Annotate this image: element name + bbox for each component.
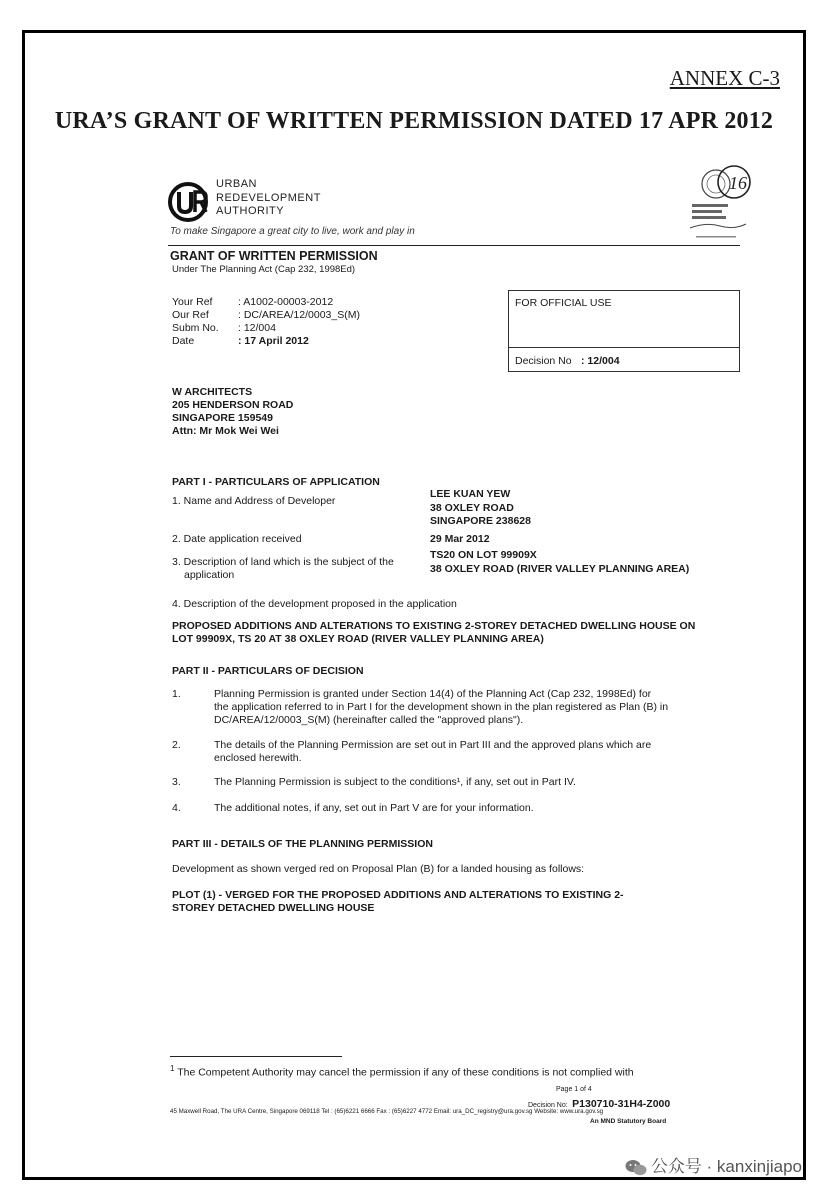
ref-label: Your Ref — [172, 296, 213, 308]
item-line: The Planning Permission is subject to the conditions¹, if any, set out in Part IV. — [214, 776, 576, 788]
decision-item — [214, 776, 576, 788]
ref-label: Our Ref — [172, 309, 209, 321]
footnote — [170, 1064, 634, 1079]
footnote-rule — [170, 1056, 342, 1057]
developer-line: 38 OXLEY ROAD — [430, 501, 514, 514]
addressee-line: 205 HENDERSON ROAD — [172, 399, 294, 411]
item-line: The details of the Planning Permission are set out in Part III and the approved plans which are — [214, 739, 652, 751]
footer-board: An MND Statutory Board — [590, 1118, 667, 1125]
ura-logo-icon — [168, 182, 212, 222]
page-number: Page 1 of 4 — [556, 1086, 592, 1093]
ref-row — [172, 335, 360, 348]
footer-address: 45 Maxwell Road, The URA Centre, Singapore 069118 Tel : (65)6221 6666 Fax : (65)6227 4772 Email: ura_DC_registry@ura.gov.sg Website: www.ura.gov.sg — [170, 1108, 604, 1115]
item-line: DC/AREA/12/0003_S(M) (hereinafter called the "approved plans"). — [214, 714, 524, 726]
document-heading: GRANT OF WRITTEN PERMISSION — [170, 249, 378, 263]
item-number: 1. — [172, 688, 181, 700]
ref-label: Subm No. — [172, 322, 219, 334]
decision-value: : 12/004 — [581, 355, 620, 367]
award-number: 16 — [729, 173, 747, 193]
document-subheading: Under The Planning Act (Cap 232, 1998Ed) — [172, 264, 356, 275]
ref-label: Date — [172, 335, 195, 347]
ref-value: : 17 April 2012 — [238, 335, 309, 347]
item-line: enclosed herewith. — [214, 752, 302, 764]
part1-a2: 29 Mar 2012 — [430, 533, 490, 545]
ura-tagline: To make Singapore a great city to live, work and play in — [170, 226, 415, 237]
official-use-divider — [509, 347, 739, 348]
official-use-box — [508, 290, 740, 372]
part1-heading: PART I - PARTICULARS OF APPLICATION — [172, 476, 380, 488]
land-line: 38 OXLEY ROAD (RIVER VALLEY PLANNING AREA) — [430, 562, 690, 575]
part1-q3: 3. Description of land which is the subject of the — [172, 556, 394, 568]
ref-row — [172, 309, 360, 322]
reference-block — [172, 296, 360, 348]
part1-q4: 4. Description of the development proposed in the application — [172, 598, 457, 610]
item-number: 4. — [172, 802, 181, 814]
official-use-label: FOR OFFICIAL USE — [515, 297, 612, 309]
developer-line: SINGAPORE 238628 — [430, 515, 531, 527]
addressee-line: Attn: Mr Mok Wei Wei — [172, 425, 279, 437]
footnote-mark: 1 — [170, 1064, 175, 1073]
part2-heading: PART II - PARTICULARS OF DECISION — [172, 665, 364, 677]
plot-description: PLOT (1) - VERGED FOR THE PROPOSED ADDITIONS AND ALTERATIONS TO EXISTING 2- — [172, 889, 624, 901]
ura-name-line1: URBAN — [216, 178, 258, 190]
ref-value: : 12/004 — [238, 322, 276, 334]
watermark — [625, 1152, 802, 1177]
item-line: Planning Permission is granted under Section 14(4) of the Planning Act (Cap 232, 1998Ed) for — [214, 688, 652, 700]
ref-value: : DC/AREA/12/0003_S(M) — [238, 309, 360, 321]
land-line: TS20 ON LOT 99909X — [430, 549, 537, 561]
footnote-text: The Competent Authority may cancel the permission if any of these conditions is not complied with — [177, 1066, 634, 1079]
plot-description-cont: STOREY DETACHED DWELLING HOUSE — [172, 902, 375, 914]
quality-award-seal-icon — [686, 162, 756, 244]
wechat-icon — [625, 1159, 647, 1177]
decision-label: Decision No — [515, 355, 572, 367]
item-number: 3. — [172, 776, 181, 788]
decision-item — [214, 802, 534, 814]
ura-name — [216, 178, 321, 219]
decision-item — [214, 688, 668, 727]
part3-heading: PART III - DETAILS OF THE PLANNING PERMISSION — [172, 838, 433, 850]
page-title: URA’S GRANT OF WRITTEN PERMISSION DATED 17 APR 2012 — [54, 108, 774, 134]
part1-q3-cont: application — [184, 569, 235, 581]
part3-intro: Development as shown verged red on Proposal Plan (B) for a landed housing as follows: — [172, 863, 585, 875]
item-line: The additional notes, if any, set out in Part V are for your information. — [214, 802, 534, 814]
item-number: 2. — [172, 739, 181, 751]
annex-label: ANNEX C-3 — [669, 66, 780, 90]
part1-q2: 2. Date application received — [172, 533, 302, 545]
ura-name-line2: REDEVELOPMENT — [216, 191, 321, 204]
watermark-text: 公众号 · kanxinjiapo — [650, 1157, 802, 1176]
development-description: PROPOSED ADDITIONS AND ALTERATIONS TO EXISTING 2-STOREY DETACHED DWELLING HOUSE ON — [172, 620, 696, 632]
footer-decision-value: P130710-31H4-Z000 — [572, 1098, 671, 1110]
developer-block — [430, 488, 531, 529]
addressee-line: W ARCHITECTS — [172, 386, 253, 398]
item-line: the application referred to in Part I for the development shown in the plan registered as Plan (B) in — [214, 701, 669, 713]
ref-row — [172, 322, 360, 335]
footer-decision-label: Decision No: — [528, 1102, 568, 1109]
ref-value: : A1002-00003-2012 — [238, 296, 334, 308]
addressee-line: SINGAPORE 159549 — [172, 412, 273, 424]
letterhead-rule — [168, 245, 740, 246]
decision-item — [214, 739, 651, 765]
ref-row — [172, 296, 360, 309]
land-block — [430, 549, 689, 576]
part1-q1: 1. Name and Address of Developer — [172, 495, 336, 507]
addressee-block — [172, 386, 293, 438]
ura-name-line3: AUTHORITY — [216, 205, 285, 217]
developer-line: LEE KUAN YEW — [430, 488, 511, 500]
development-description-cont: LOT 99909X, TS 20 AT 38 OXLEY ROAD (RIVER VALLEY PLANNING AREA) — [172, 633, 544, 645]
